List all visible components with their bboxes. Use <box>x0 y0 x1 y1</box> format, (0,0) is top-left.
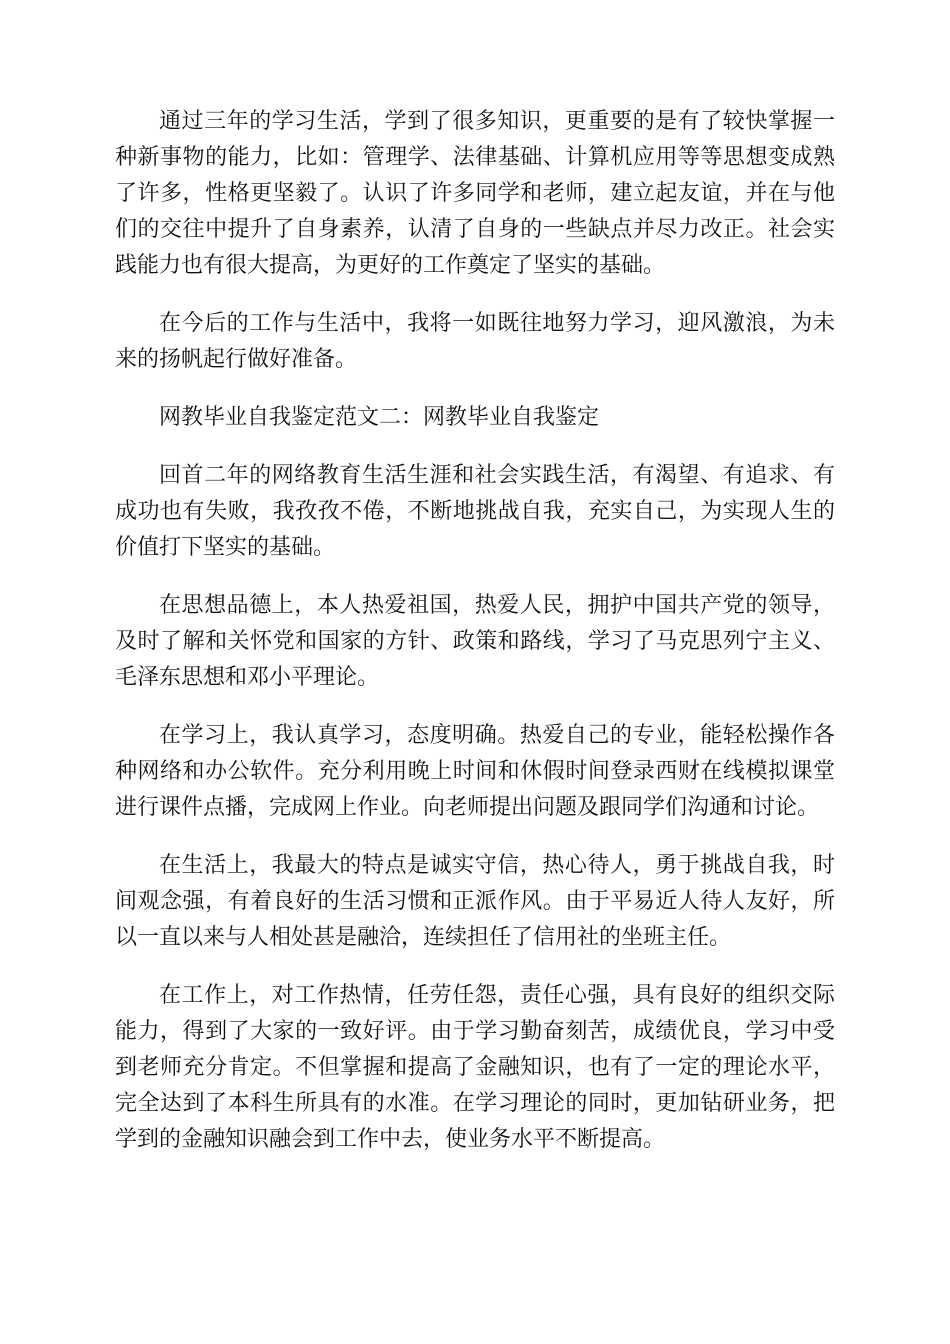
paragraph-2: 在今后的工作与生活中，我将一如既往地努力学习，迎风激浪，为未来的扬帆起行做好准备。 <box>115 311 835 372</box>
paragraph-5: 在学习上，我认真学习，态度明确。热爱自己的专业，能轻松操作各种网络和办公软件。充分利用晚上时间和休假时间登录西财在线模拟课堂进行课件点播，完成网上作业。向老师提出问题及跟同学们沟通和讨论。 <box>115 723 835 820</box>
document-body <box>115 104 835 1180</box>
paragraph-7: 在工作上，对工作热情，任劳任怨，责任心强，具有良好的组织交际能力，得到了大家的一致好评。由于学习勤奋刻苦，成绩优良，学习中受到老师充分肯定。不但掌握和提高了金融知识，也有了一定的理论水平，完全达到了本科生所具有的水准。在学习理论的同时，更加钻研业务，把学到的金融知识融会到工作中去，使业务水平不断提高。 <box>115 983 835 1152</box>
paragraph-1: 通过三年的学习生活，学到了很多知识，更重要的是有了较快掌握一种新事物的能力，比如：管理学、法律基础、计算机应用等等思想变成熟了许多，性格更坚毅了。认识了许多同学和老师，建立起友谊，并在与他们的交往中提升了自身素养，认清了自身的一些缺点并尽力改正。社会实践能力也有很大提高，为更好的工作奠定了坚实的基础。 <box>115 109 835 278</box>
paragraph-6: 在生活上，我最大的特点是诚实守信，热心待人，勇于挑战自我，时间观念强，有着良好的生活习惯和正派作风。由于平易近人待人友好，所以一直以来与人相处甚是融洽，连续担任了信用社的坐班主任。 <box>115 853 835 950</box>
paragraph-3: 回首二年的网络教育生活生涯和社会实践生活，有渴望、有追求、有成功也有失败，我孜孜不倦，不断地挑战自我，充实自己，为实现人生的价值打下坚实的基础。 <box>115 463 835 560</box>
section-heading: 网教毕业自我鉴定范文二：网教毕业自我鉴定 <box>159 405 600 430</box>
paragraph-4: 在思想品德上，本人热爱祖国，热爱人民，拥护中国共产党的领导，及时了解和关怀党和国家的方针、政策和路线，学习了马克思列宁主义、毛泽东思想和邓小平理论。 <box>115 593 835 690</box>
